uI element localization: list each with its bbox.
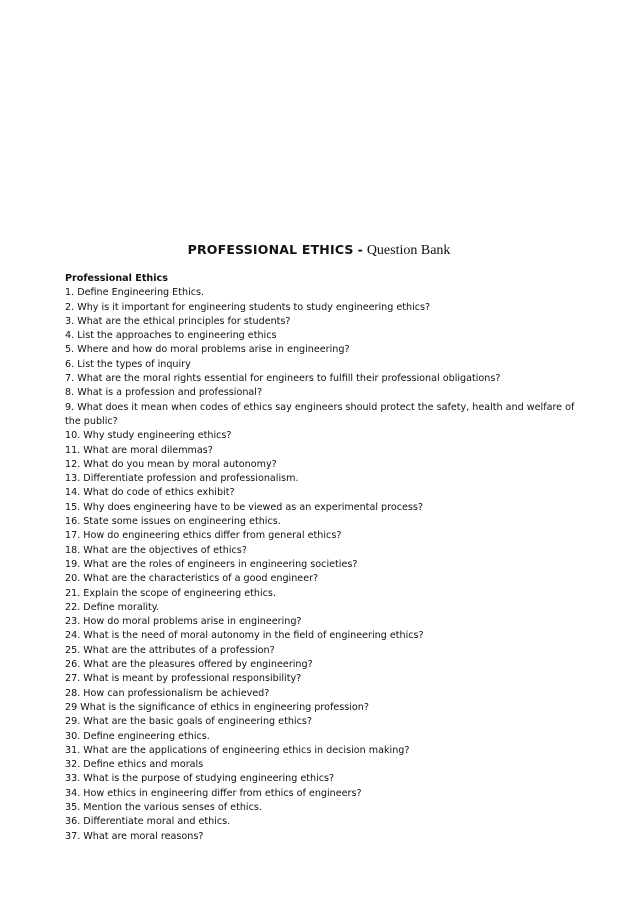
question-item: 21. Explain the scope of engineering ethics. bbox=[65, 587, 276, 599]
question-item: 7. What are the moral rights essential for engineers to fulfill their professional obligations? bbox=[65, 373, 501, 385]
question-item: 27. What is meant by professional responsibility? bbox=[65, 673, 302, 685]
document-title bbox=[0, 241, 638, 260]
question-item: 35. Mention the various senses of ethics. bbox=[65, 801, 262, 813]
question-item: 34. How ethics in engineering differ from ethics of engineers? bbox=[65, 787, 362, 799]
question-item: 30. Define engineering ethics. bbox=[65, 730, 210, 742]
question-item: 23. How do moral problems arise in engineering? bbox=[65, 616, 302, 628]
question-list bbox=[65, 272, 585, 844]
question-item: 28. How can professionalism be achieved? bbox=[65, 687, 270, 699]
question-item: 25. What are the attributes of a profession? bbox=[65, 644, 275, 656]
question-item: 26. What are the pleasures offered by engineering? bbox=[65, 659, 313, 671]
question-item: 12. What do you mean by moral autonomy? bbox=[65, 458, 277, 470]
question-item: 20. What are the characteristics of a good engineer? bbox=[65, 573, 319, 585]
question-item: 1. Define Engineering Ethics. bbox=[65, 287, 205, 299]
question-item: 13. Differentiate profession and professionalism. bbox=[65, 473, 299, 485]
question-item: 18. What are the objectives of ethics? bbox=[65, 544, 247, 556]
question-item: 11. What are moral dilemmas? bbox=[65, 444, 213, 456]
title-subtitle: Question Bank bbox=[366, 243, 451, 258]
question-item: 15. Why does engineering have to be viewed as an experimental process? bbox=[65, 501, 423, 513]
question-item: 16. State some issues on engineering ethics. bbox=[65, 516, 281, 528]
question-item: 33. What is the purpose of studying engineering ethics? bbox=[65, 773, 335, 785]
question-item: 24. What is the need of moral autonomy in the field of engineering ethics? bbox=[65, 630, 424, 642]
title-separator: - bbox=[357, 242, 363, 257]
question-item: 17. How do engineering ethics differ from general ethics? bbox=[65, 530, 342, 542]
question-item: 29 What is the significance of ethics in engineering profession? bbox=[65, 701, 369, 713]
question-item: 32. Define ethics and morals bbox=[65, 759, 204, 771]
question-item: 8. What is a profession and professional? bbox=[65, 387, 263, 399]
question-item: 37. What are moral reasons? bbox=[65, 830, 204, 842]
question-item: 14. What do code of ethics exhibit? bbox=[65, 487, 235, 499]
question-item: 6. List the types of inquiry bbox=[65, 358, 191, 370]
title-main: PROFESSIONAL ETHICS bbox=[187, 242, 354, 257]
question-item: 22. Define morality. bbox=[65, 601, 160, 613]
question-item: 31. What are the applications of engineering ethics in decision making? bbox=[65, 744, 410, 756]
section-heading: Professional Ethics bbox=[65, 273, 168, 284]
question-item: 5. Where and how do moral problems arise in engineering? bbox=[65, 344, 350, 356]
question-item: 4. List the approaches to engineering ethics bbox=[65, 330, 277, 342]
question-item: 36. Differentiate moral and ethics. bbox=[65, 816, 231, 828]
question-item: 2. Why is it important for engineering students to study engineering ethics? bbox=[65, 301, 431, 313]
question-item: 29. What are the basic goals of engineering ethics? bbox=[65, 716, 312, 728]
question-item: 9. What does it mean when codes of ethics say engineers should protect the safety, health and welfare of the public? bbox=[65, 401, 575, 427]
question-item: 19. What are the roles of engineers in engineering societies? bbox=[65, 558, 358, 570]
question-item: 10. Why study engineering ethics? bbox=[65, 430, 232, 442]
question-item: 3. What are the ethical principles for students? bbox=[65, 315, 291, 327]
